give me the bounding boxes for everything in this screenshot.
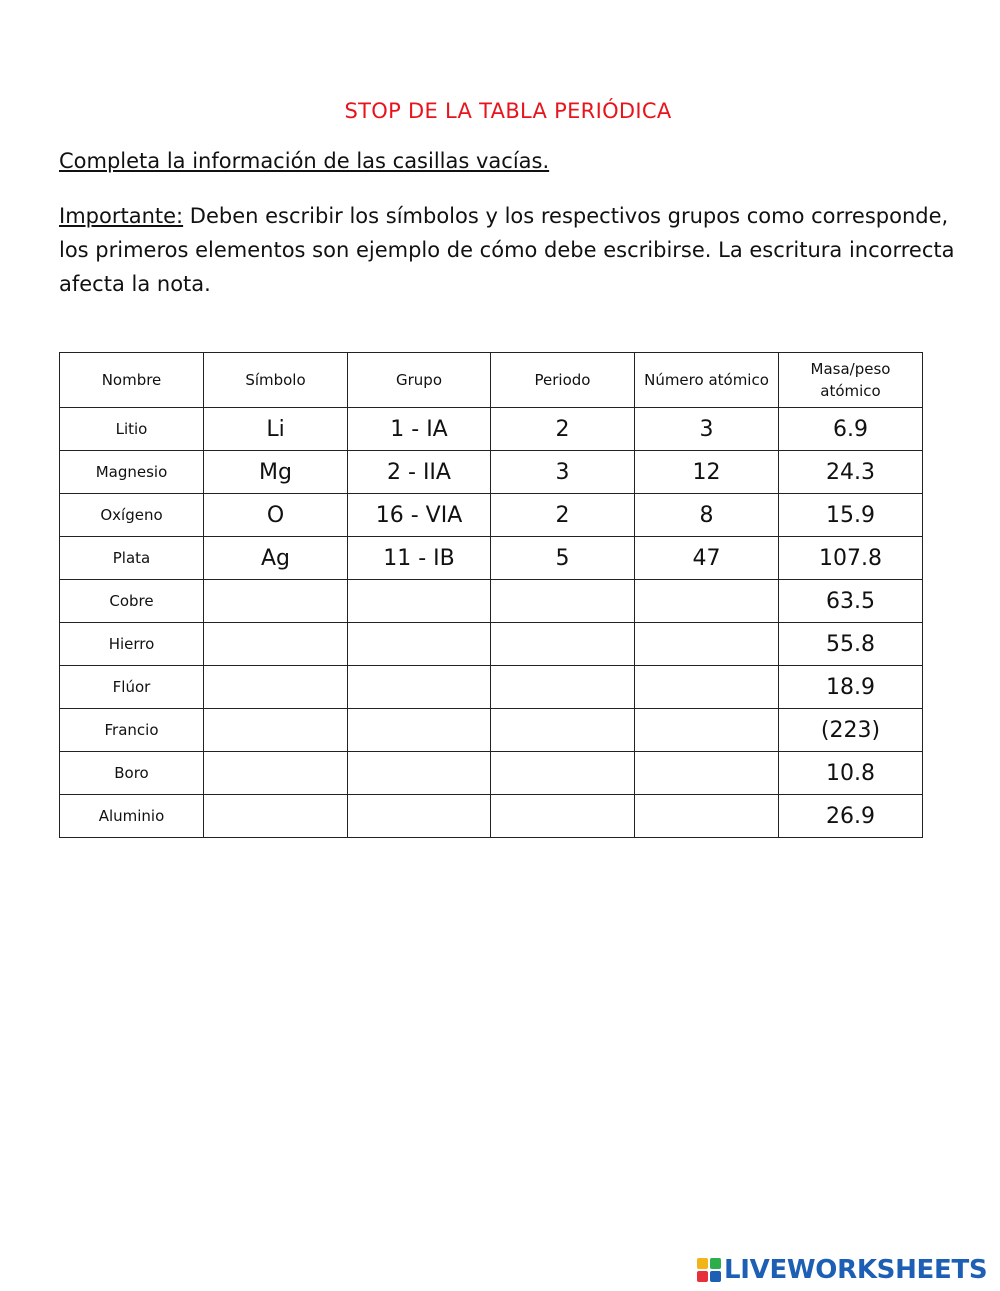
table-row bbox=[60, 666, 923, 709]
cell-grupo: 2 - IIA bbox=[348, 451, 491, 494]
cell-simbolo: O bbox=[204, 494, 348, 537]
cell-numero-atomico[interactable] bbox=[635, 580, 779, 623]
cell-periodo[interactable] bbox=[491, 795, 635, 838]
cell-nombre: Litio bbox=[60, 408, 204, 451]
logo-square-yellow bbox=[697, 1258, 708, 1269]
cell-periodo[interactable] bbox=[491, 709, 635, 752]
table-row bbox=[60, 709, 923, 752]
table-row bbox=[60, 580, 923, 623]
cell-grupo: 16 - VIA bbox=[348, 494, 491, 537]
cell-numero-atomico: 12 bbox=[635, 451, 779, 494]
header-numero-atomico: Número atómico bbox=[635, 353, 779, 408]
cell-masa-atomica: 15.9 bbox=[779, 494, 923, 537]
table-row bbox=[60, 451, 923, 494]
logo-square-green bbox=[710, 1258, 721, 1269]
cell-simbolo[interactable] bbox=[204, 752, 348, 795]
cell-numero-atomico[interactable] bbox=[635, 709, 779, 752]
cell-simbolo[interactable] bbox=[204, 580, 348, 623]
cell-simbolo[interactable] bbox=[204, 795, 348, 838]
cell-periodo[interactable] bbox=[491, 580, 635, 623]
cell-nombre: Boro bbox=[60, 752, 204, 795]
cell-numero-atomico: 8 bbox=[635, 494, 779, 537]
cell-grupo: 1 - IA bbox=[348, 408, 491, 451]
cell-grupo[interactable] bbox=[348, 752, 491, 795]
liveworksheets-logo bbox=[697, 1255, 987, 1285]
cell-nombre: Magnesio bbox=[60, 451, 204, 494]
cell-nombre: Flúor bbox=[60, 666, 204, 709]
cell-grupo: 11 - IB bbox=[348, 537, 491, 580]
table-row bbox=[60, 752, 923, 795]
cell-grupo[interactable] bbox=[348, 580, 491, 623]
cell-masa-atomica: 107.8 bbox=[779, 537, 923, 580]
page-title: STOP DE LA TABLA PERIÓDICA bbox=[344, 99, 672, 123]
cell-numero-atomico[interactable] bbox=[635, 623, 779, 666]
table-row bbox=[60, 494, 923, 537]
header-simbolo: Símbolo bbox=[204, 353, 348, 408]
cell-masa-atomica: (223) bbox=[779, 709, 923, 752]
cell-nombre: Cobre bbox=[60, 580, 204, 623]
header-row bbox=[60, 353, 923, 408]
cell-periodo[interactable] bbox=[491, 752, 635, 795]
cell-nombre: Hierro bbox=[60, 623, 204, 666]
table-row bbox=[60, 537, 923, 580]
instruction-text: Completa la información de las casillas vacías. bbox=[59, 149, 550, 173]
cell-periodo: 2 bbox=[491, 494, 635, 537]
table-row bbox=[60, 623, 923, 666]
cell-nombre: Plata bbox=[60, 537, 204, 580]
cell-numero-atomico[interactable] bbox=[635, 795, 779, 838]
header-periodo: Periodo bbox=[491, 353, 635, 408]
important-label: Importante: bbox=[59, 204, 184, 228]
cell-nombre: Aluminio bbox=[60, 795, 204, 838]
logo-square-red bbox=[697, 1271, 708, 1282]
cell-grupo[interactable] bbox=[348, 709, 491, 752]
cell-simbolo: Mg bbox=[204, 451, 348, 494]
cell-nombre: Francio bbox=[60, 709, 204, 752]
cell-periodo[interactable] bbox=[491, 666, 635, 709]
cell-simbolo[interactable] bbox=[204, 666, 348, 709]
cell-grupo[interactable] bbox=[348, 795, 491, 838]
cell-periodo: 3 bbox=[491, 451, 635, 494]
cell-masa-atomica: 55.8 bbox=[779, 623, 923, 666]
periodic-table-grid bbox=[59, 352, 923, 838]
cell-masa-atomica: 26.9 bbox=[779, 795, 923, 838]
important-text: Deben escribir los símbolos y los respectivos grupos como corresponde, los primeros elementos son ejemplo de cómo debe escribirse. La escritura incorrecta afecta la nota. bbox=[59, 204, 955, 296]
logo-text: LIVEWORKSHEETS bbox=[724, 1255, 988, 1285]
table-row bbox=[60, 795, 923, 838]
cell-nombre: Oxígeno bbox=[60, 494, 204, 537]
logo-square-blue bbox=[710, 1271, 721, 1282]
header-masa-atomica: Masa/peso atómico bbox=[779, 353, 923, 408]
cell-masa-atomica: 24.3 bbox=[779, 451, 923, 494]
cell-masa-atomica: 10.8 bbox=[779, 752, 923, 795]
cell-simbolo[interactable] bbox=[204, 623, 348, 666]
cell-masa-atomica: 63.5 bbox=[779, 580, 923, 623]
cell-numero-atomico: 47 bbox=[635, 537, 779, 580]
cell-simbolo: Li bbox=[204, 408, 348, 451]
header-nombre: Nombre bbox=[60, 353, 204, 408]
cell-simbolo[interactable] bbox=[204, 709, 348, 752]
cell-numero-atomico[interactable] bbox=[635, 666, 779, 709]
cell-periodo: 2 bbox=[491, 408, 635, 451]
cell-periodo: 5 bbox=[491, 537, 635, 580]
cell-simbolo: Ag bbox=[204, 537, 348, 580]
cell-masa-atomica: 6.9 bbox=[779, 408, 923, 451]
important-note bbox=[59, 199, 959, 301]
cell-periodo[interactable] bbox=[491, 623, 635, 666]
cell-grupo[interactable] bbox=[348, 623, 491, 666]
cell-grupo[interactable] bbox=[348, 666, 491, 709]
cell-numero-atomico[interactable] bbox=[635, 752, 779, 795]
cell-numero-atomico: 3 bbox=[635, 408, 779, 451]
logo-mark-icon bbox=[697, 1258, 721, 1282]
table-row bbox=[60, 408, 923, 451]
header-grupo: Grupo bbox=[348, 353, 491, 408]
cell-masa-atomica: 18.9 bbox=[779, 666, 923, 709]
